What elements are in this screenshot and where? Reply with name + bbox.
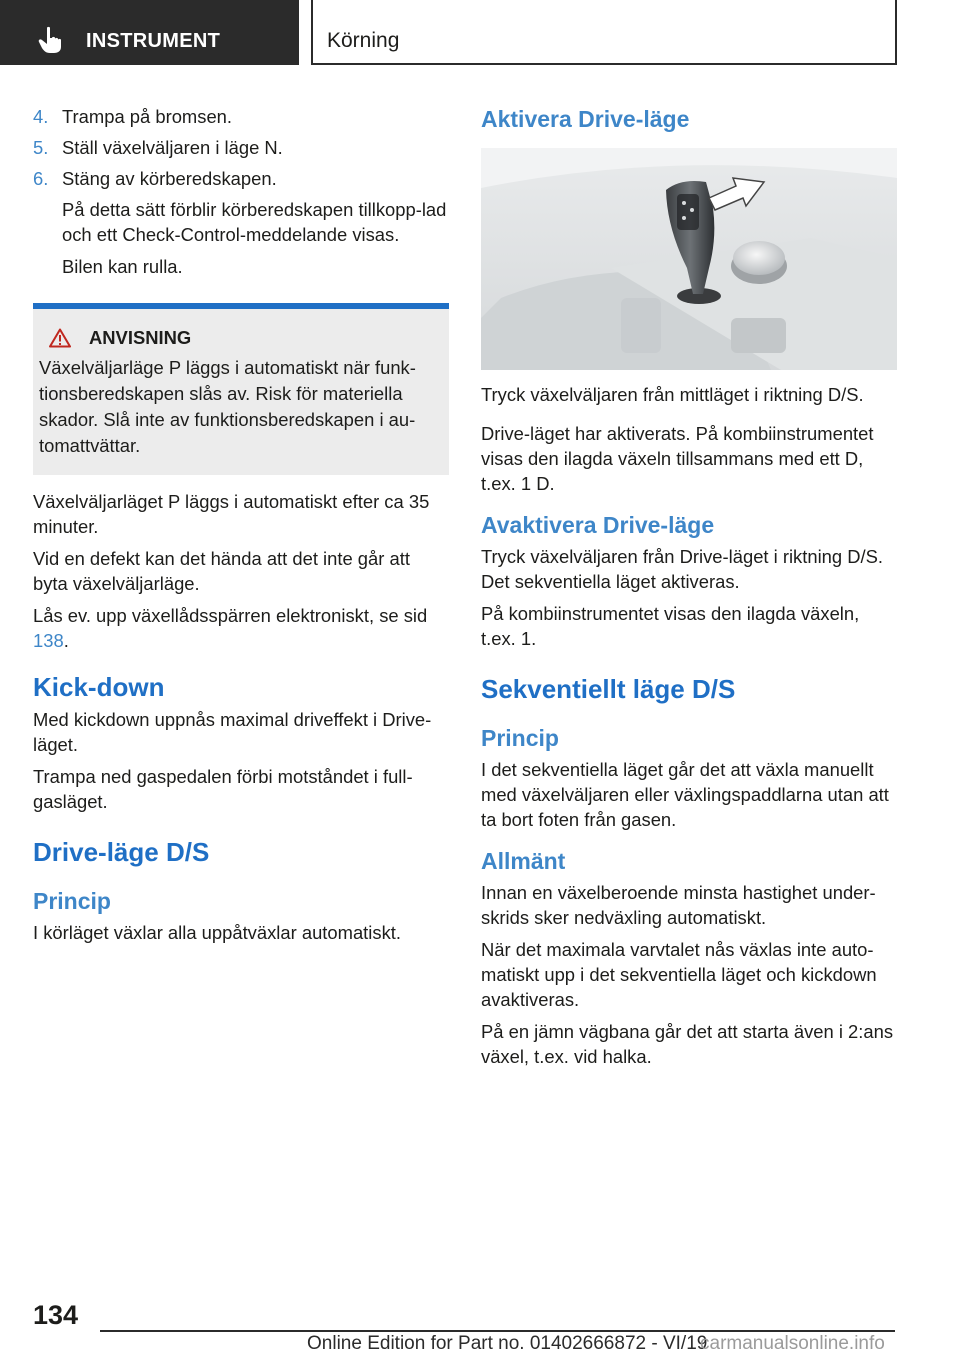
right-column xyxy=(481,104,897,1076)
chapter-tab-label: INSTRUMENT xyxy=(86,30,221,52)
step-number: 5. xyxy=(33,137,49,158)
notice-box xyxy=(33,309,449,475)
left-column xyxy=(33,104,449,952)
paragraph: Med kickdown uppnås maximal driveffekt i Drive-läget. xyxy=(33,709,432,755)
heading-deactivate: Avaktivera Drive-läge xyxy=(481,512,715,538)
page-link[interactable]: 138 xyxy=(33,630,64,651)
notice-title-text: ANVISNING xyxy=(89,327,192,348)
step-text: Trampa på bromsen. xyxy=(62,106,233,127)
step-item xyxy=(33,166,449,191)
page-number: 134 xyxy=(33,1300,79,1330)
step-number: 4. xyxy=(33,106,49,127)
hand-pointer-icon xyxy=(38,26,64,54)
heading-princip: Princip xyxy=(33,888,111,914)
heading-princip: Princip xyxy=(481,725,559,751)
paragraph: I körläget växlar alla uppåtväxlar automatiskt. xyxy=(33,922,401,943)
watermark: carmanualsonline.info xyxy=(700,1333,885,1354)
paragraph: På en jämn vägbana går det att starta även i 2:ans växel, t.ex. vid halka. xyxy=(481,1021,894,1067)
step-item xyxy=(33,104,449,129)
paragraph: Tryck växelväljaren från mittläget i riktning D/S. xyxy=(481,384,864,405)
step-continuation: På detta sätt förblir körberedskapen tillkopp-lad och ett Check-Control-meddelande visas. xyxy=(62,199,447,245)
paragraph: Drive-läget har aktiverats. På kombiinstrumentet visas den ilagda växeln tillsammans med ett D, t.ex. 1 D. xyxy=(481,423,874,494)
footer-edition: Online Edition for Part no. 01402666872 - VI/19 xyxy=(307,1333,708,1354)
paragraph: Innan en växelberoende minsta hastighet under-skrids sker nedväxling automatiskt. xyxy=(481,882,876,928)
heading-sequential: Sekventiellt läge D/S xyxy=(481,674,736,704)
heading-drive-mode: Drive-läge D/S xyxy=(33,837,210,867)
paragraph-text: . xyxy=(63,630,69,651)
paragraph: Växelväljarläget P läggs i automatiskt efter ca 35 minuter. xyxy=(33,491,430,537)
section-header xyxy=(311,0,897,65)
step-number: 6. xyxy=(33,168,49,189)
notice-title xyxy=(49,325,433,350)
footer-rule xyxy=(100,1330,895,1332)
paragraph-with-link xyxy=(33,603,449,653)
gear-selector-illustration xyxy=(481,148,897,370)
step-text: Stäng av körberedskapen. xyxy=(62,168,277,189)
paragraph: På kombiinstrumentet visas den ilagda växeln, t.ex. 1. xyxy=(481,603,860,649)
paragraph: Vid en defekt kan det hända att det inte går att byta växelväljarläge. xyxy=(33,548,410,594)
heading-allmant: Allmänt xyxy=(481,848,566,874)
paragraph: Tryck växelväljaren från Drive-läget i riktning D/S. Det sekventiella läget aktiveras. xyxy=(481,546,883,592)
paragraph: När det maximala varvtalet nås växlas inte auto-matiskt upp i det sekventiella läget och kickdown avaktiveras. xyxy=(481,939,877,1010)
notice-text: Växelväljarläge P läggs i automatiskt när funk-tionsberedskapen slås av. Risk för materiella skador. Slå inte av funktionsberedskapen i au-tomattvättar. xyxy=(39,357,416,456)
heading-activate: Aktivera Drive-läge xyxy=(481,106,690,132)
paragraph: I det sekventiella läget går det att växla manuellt med växelväljaren eller växlingspaddlarna utan att ta bort foten från gasen. xyxy=(481,759,889,830)
paragraph-text: Lås ev. upp växellådsspärren elektroniskt, se sid xyxy=(33,605,428,626)
warning-triangle-icon xyxy=(49,328,71,348)
step-continuation: Bilen kan rulla. xyxy=(62,256,183,277)
paragraph: Trampa ned gaspedalen förbi motståndet i full-gasläget. xyxy=(33,766,413,812)
chapter-tab[interactable] xyxy=(0,0,299,65)
step-item xyxy=(33,135,449,160)
section-title: Körning xyxy=(327,29,400,52)
step-text: Ställ växelväljaren i läge N. xyxy=(62,137,283,158)
heading-kickdown: Kick-down xyxy=(33,672,165,702)
